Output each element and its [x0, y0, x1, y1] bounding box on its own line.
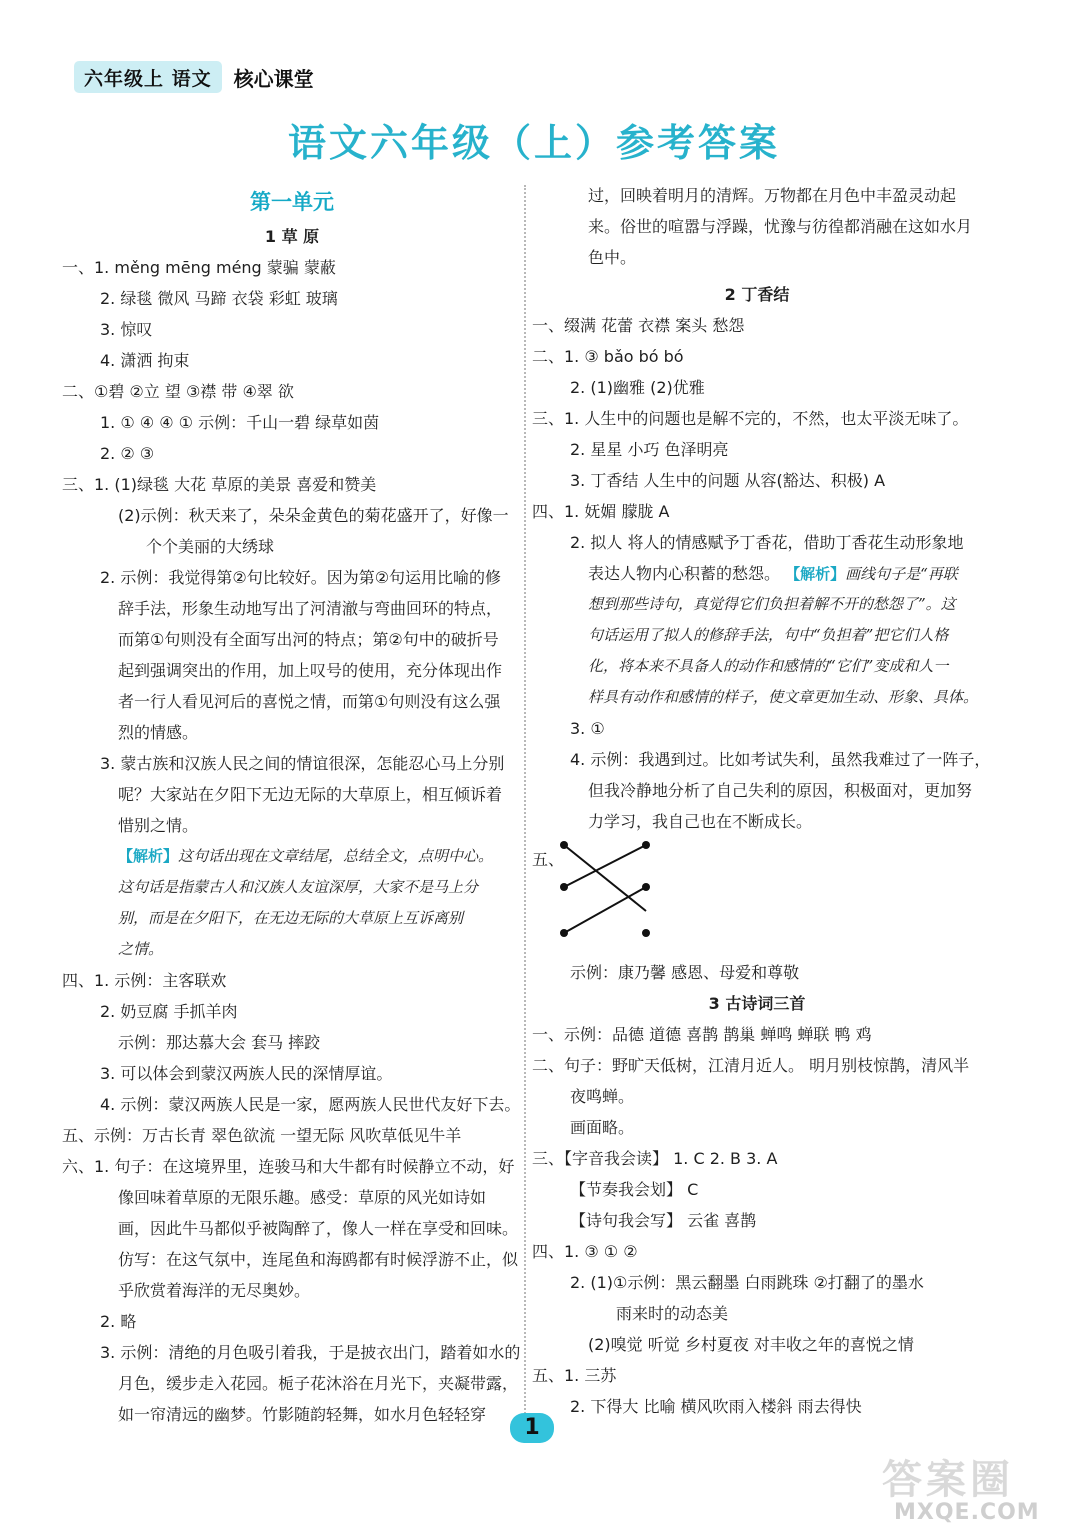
answer-line: 三、1. 人生中的问题也是解不完的，不然，也太平淡无味了。	[532, 409, 969, 428]
answer-line: (2)嗅觉 听觉 乡村夏夜 对丰收之年的喜悦之情	[588, 1335, 914, 1354]
answer-line: 者一行人看见河后的喜悦之情，而第①句则没有这么强	[118, 692, 501, 711]
analysis-note: 想到那些诗句，真觉得它们负担着解不开的愁怨了”。这	[588, 595, 956, 613]
answer-line: 3. 丁香结 人生中的问题 从容(豁达、积极) A	[570, 471, 886, 490]
matching-diagram	[532, 837, 982, 957]
answer-line: 4. 潇洒 拘束	[100, 351, 190, 370]
answer-line: 表达人物内心积蓄的愁怨。 【解析】画线句子是“再联	[588, 564, 958, 583]
answer-line: 二、句子：野旷天低树，江清月近人。 明月别枝惊鹊，清风半	[532, 1056, 970, 1075]
analysis-note: 这句话是指蒙古人和汉族人友谊深厚，大家不是马上分	[118, 878, 479, 896]
analysis-note: 之情。	[118, 940, 164, 958]
lesson-title-2: 2 丁香结	[724, 285, 790, 304]
answer-line: 五、示例：万古长青 翠色欲流 一望无际 风吹草低见牛羊	[62, 1126, 462, 1145]
page-title: 语文六年级（上）参考答案	[287, 121, 780, 165]
answer-line: 4. 示例：我遇到过。比如考试失利，虽然我难过了一阵子，	[570, 750, 991, 769]
answer-line: 二、①碧 ②立 望 ③襟 带 ④翠 欲	[62, 382, 294, 401]
answer-line: 三、1. (1)绿毯 大花 草原的美景 喜爱和赞美	[62, 475, 377, 494]
column-divider	[524, 185, 526, 1430]
header-tag	[74, 60, 314, 94]
answer-line: 夜鸣蝉。	[570, 1087, 635, 1106]
answer-line: 2. 拟人 将人的情感赋予丁香花，借助丁香花生动形象地	[570, 533, 964, 552]
answer-line: 像回味着草原的无限乐趣。感受：草原的风光如诗如	[118, 1188, 487, 1207]
answer-line: 【诗句我会写】 云雀 喜鹊	[570, 1211, 757, 1230]
lesson-title-3: 3 古诗词三首	[708, 994, 806, 1013]
right-column	[532, 180, 991, 1422]
answer-line: 如一帘清远的幽梦。竹影随韵轻舞，如水月色轻轻穿	[118, 1405, 487, 1424]
watermark-logo	[882, 1448, 1052, 1530]
left-column	[62, 183, 522, 1430]
matching-lines	[558, 837, 658, 947]
answer-line: 3. 惊叹	[100, 320, 153, 339]
answer-line: 六、1. 句子：在这境界里，连骏马和大牛都有时候静立不动，好	[62, 1157, 515, 1176]
answer-line: 四、1. 妩媚 朦胧 A	[532, 502, 670, 521]
lesson-title-1: 1 草 原	[264, 227, 320, 246]
answer-line: 四、1. ③ ① ②	[532, 1242, 638, 1261]
answer-line: 三、【字音我会读】 1. C 2. B 3. A	[532, 1149, 778, 1168]
answer-line: 示例：那达慕大会 套马 摔跤	[118, 1033, 321, 1052]
answer-line: 月色，缓步走入花园。栀子花沐浴在月光下，夹凝带露，	[118, 1374, 519, 1393]
answer-line: 烈的情感。	[118, 723, 199, 742]
answer-line: 2. 绿毯 微风 马蹄 衣袋 彩虹 玻璃	[100, 289, 338, 308]
answer-line: 2. 略	[100, 1312, 137, 1331]
answer-line: 2. (1)幽雅 (2)优雅	[570, 378, 705, 397]
answer-line: 四、1. 示例：主客联欢	[62, 971, 227, 990]
answer-line: 4. 示例：蒙汉两族人民是一家，愿两族人民世代友好下去。	[100, 1095, 521, 1114]
answer-line: 示例：康乃馨 感恩、母爱和尊敬	[570, 963, 800, 982]
answer-line: 来。俗世的喧嚣与浮躁，忧豫与彷徨都消融在这如水月	[588, 217, 973, 236]
answer-line: 惜别之情。	[118, 816, 199, 835]
watermark-text: 答案圈	[882, 1457, 1014, 1503]
answer-line: 力学习，我自己也在不断成长。	[588, 812, 813, 831]
answer-line: 3. 可以体会到蒙汉两族人民的深情厚谊。	[100, 1064, 393, 1083]
answer-line: 色中。	[588, 248, 637, 267]
analysis-note: 句话运用了拟人的修辞手法，句中“负担着”把它们人格	[588, 626, 949, 644]
answer-line: 但我冷静地分析了自己失利的原因，积极面对，更加努	[588, 781, 973, 800]
answer-line: 五、1. 三苏	[532, 1366, 617, 1385]
answer-line: 2. 星星 小巧 色泽明亮	[570, 440, 729, 459]
answer-line: 仿写：在这气氛中，连尾鱼和海鸥都有时候浮游不止，似	[118, 1250, 519, 1269]
answer-line: 2. 示例：我觉得第②句比较好。因为第②句运用比喻的修	[100, 568, 502, 587]
page-number: 1	[510, 1413, 554, 1443]
matching-label: 五、	[532, 850, 565, 869]
analysis-note: 样具有动作和感情的样子，使文章更加生动、形象、具体。	[588, 688, 979, 706]
answer-line: 辞手法，形象生动地写出了河清澈与弯曲回环的特点，	[118, 599, 503, 618]
answer-line: 一、示例：品德 道德 喜鹊 鹊巢 蝉鸣 蝉联 鸭 鸡	[532, 1025, 872, 1044]
answer-line: 而第①句则没有全面写出河的特点；第②句中的破折号	[118, 630, 499, 649]
answer-line: 过，回映着明月的清辉。万物都在月色中丰盈灵动起	[588, 186, 957, 205]
analysis-label: 【解析】	[118, 847, 179, 865]
answer-line: 呢？大家站在夕阳下无边无际的大草原上，相互倾诉着	[118, 785, 503, 804]
answer-line: 2. 下得大 比喻 横风吹雨入楼斜 雨去得快	[570, 1397, 862, 1416]
answer-line: 3. 蒙古族和汉族人民之间的情谊很深，怎能忍心马上分别	[100, 754, 505, 773]
answer-line: 1. ① ④ ④ ① 示例：千山一碧 绿草如茵	[100, 413, 380, 432]
watermark-url: MXQE.COM	[894, 1500, 1040, 1525]
answer-line: 一、缀满 花蕾 衣襟 案头 愁怨	[532, 316, 745, 335]
answer-line: 3. ①	[570, 719, 605, 738]
answer-line: (2)示例：秋天来了，朵朵金黄色的菊花盛开了，好像一	[118, 506, 509, 525]
unit-title: 第一单元	[250, 190, 334, 214]
answer-line: 一、1. měng mēng méng 蒙骗 蒙蔽	[62, 258, 336, 277]
answer-line: 【节奏我会划】 C	[570, 1180, 699, 1199]
answer-line: 2. 奶豆腐 手抓羊肉	[100, 1002, 238, 1021]
answer-line: 起到强调突出的作用，加上叹号的使用，充分体现出作	[118, 661, 503, 680]
answer-line: 2. (1)①示例：黑云翻墨 白雨跳珠 ②打翻了的墨水	[570, 1273, 924, 1292]
answer-line: 雨来时的动态美	[616, 1304, 729, 1323]
analysis-note: 别，而是在夕阳下，在无边无际的大草原上互诉离别	[118, 909, 464, 927]
analysis-note: 【解析】这句话出现在文章结尾，总结全文，点明中心。	[118, 847, 494, 865]
answer-line: 二、1. ③ bǎo bó bó	[532, 347, 684, 366]
analysis-label: 【解析】	[785, 565, 846, 583]
analysis-note: 化，将本来不具备人的动作和感情的“它们”变成和人一	[588, 657, 949, 675]
answer-line: 画面略。	[570, 1118, 635, 1137]
answer-line: 3. 示例：清绝的月色吸引着我，于是披衣出门，踏着如水的	[100, 1343, 521, 1362]
answer-line: 乎欣赏着海洋的无尽奥妙。	[118, 1281, 311, 1300]
answer-line: 画，因此牛马都似乎被陶醉了，像人一样在享受和回味。	[118, 1219, 519, 1238]
answer-line: 2. ② ③	[100, 444, 155, 463]
answer-line: 个个美丽的大绣球	[146, 537, 275, 556]
series-name: 核心课堂	[233, 66, 314, 91]
grade-subject-tag: 六年级上 语文	[74, 61, 222, 93]
